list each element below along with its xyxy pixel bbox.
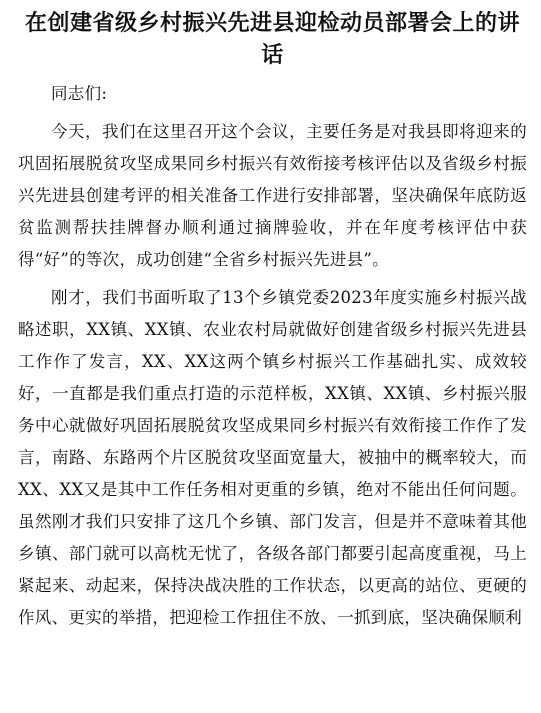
paragraph-1: 今天，我们在这里召开这个会议，主要任务是对我县即将迎来的巩固拓展脱贫攻坚成果同乡村振兴有效衔接考核评估以及省级乡村振兴先进县创建考评的相关准备工作进行安排部署，坚决确保年底防返贫监测帮扶挂牌督办顺利通过摘牌验收，并在年度考核评估中获得“好”的等次，成功创建“全省乡村振兴先进县”。 xyxy=(18,122,527,269)
paragraph-2: 刚才，我们书面听取了13个乡镇党委2023年度实施乡村振兴战略述职，XX镇、XX镇、农业农村局就做好创建省级乡村振兴先进县工作作了发言，XX、XX这两个镇乡村振兴工作基础扎实、成效较好，一直都是我们重点打造的示范样板，XX镇、XX镇、乡村振兴服务中心就做好巩固拓展脱贫攻坚成果同乡村振兴有效衔接工作作了发言，南路、东路两个片区脱贫攻坚面宽量大，被抽中的概率较大，而XX、XX又是其中工作任务相对更重的乡镇，绝对不能出任何问题。虽然刚才我们只安排了这几个乡镇、部门发言，但是并不意味着其他乡镇、部门就可以高枕无忧了，各级各部门都要引起高度重视，马上紧起来、动起来，保持决战决胜的工作状态，以更高的站位、更硬的作风、更实的举措，把迎检工作扭住不放、一抓到底，坚决确保顺利 xyxy=(18,288,527,627)
document-body xyxy=(18,78,527,634)
salutation: 同志们: xyxy=(51,84,108,103)
document-title: 在创建省级乡村振兴先进县迎检动员部署会上的讲话 xyxy=(24,11,520,68)
